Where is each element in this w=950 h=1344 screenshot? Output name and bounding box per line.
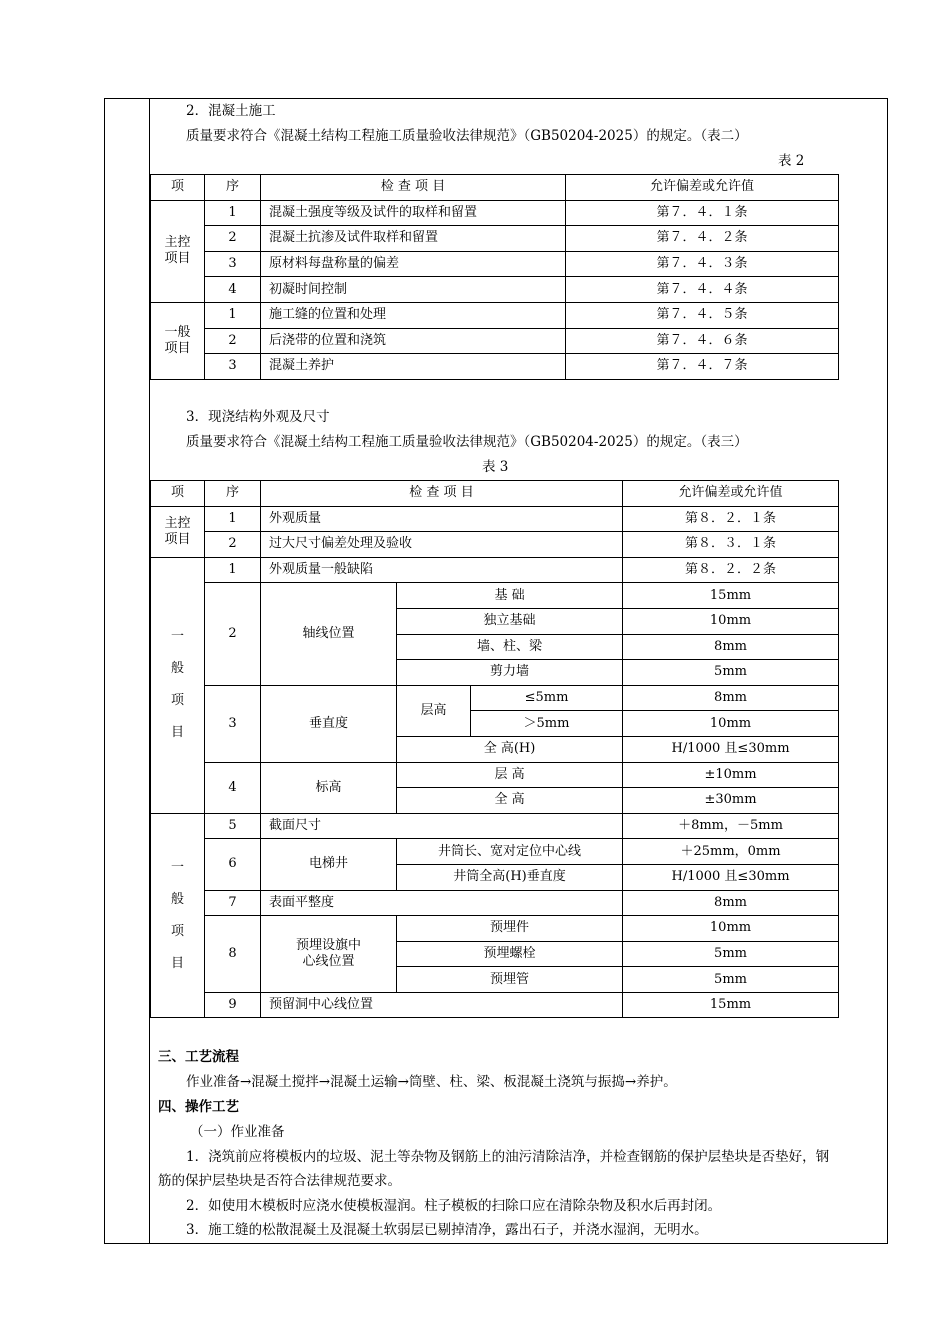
sub-item: 层 高 bbox=[397, 762, 623, 788]
paragraph-2: 2．如使用木模板时应浇水使模板湿润。柱子模板的扫除口应在清除杂物及积水后再封闭。 bbox=[186, 1198, 722, 1214]
table-row bbox=[151, 557, 839, 583]
allowed-value: H/1000 且≤30mm bbox=[623, 736, 839, 762]
check-item: 混凝土养护 bbox=[261, 354, 566, 380]
section-2-heading: 2．混凝土施工 bbox=[186, 103, 276, 119]
row-number: 1 bbox=[205, 302, 261, 328]
allowed-value: 第８．３．１条 bbox=[623, 532, 839, 558]
row-number: 3 bbox=[205, 251, 261, 277]
allowed-value: 第７．４．７条 bbox=[566, 354, 839, 380]
row-number: 2 bbox=[205, 532, 261, 558]
row-number: 8 bbox=[205, 916, 261, 993]
allowed-value: ±10mm bbox=[623, 762, 839, 788]
check-item: 混凝土强度等级及试件的取样和留置 bbox=[261, 200, 566, 226]
row-number: 4 bbox=[205, 277, 261, 303]
allowed-value: 第８．２．１条 bbox=[623, 506, 839, 532]
allowed-value: 8mm bbox=[623, 890, 839, 916]
check-item: 轴线位置 bbox=[261, 583, 397, 685]
table-row bbox=[151, 583, 839, 609]
row-number: 9 bbox=[205, 992, 261, 1018]
allowed-value: 8mm bbox=[623, 634, 839, 660]
allowed-value: H/1000 且≤30mm bbox=[623, 864, 839, 890]
allowed-value: 8mm bbox=[623, 685, 839, 711]
group-label-general bbox=[151, 302, 205, 379]
group-label-general-line-1: 一般 bbox=[164, 324, 191, 340]
row-number: 1 bbox=[205, 506, 261, 532]
check-item: 过大尺寸偏差处理及验收 bbox=[261, 532, 623, 558]
section-3-requirement: 质量要求符合《混凝土结构工程施工质量验收法律规范》（GB50204-2025）的规定。（表三） bbox=[186, 434, 748, 450]
allowed-value: 第７．４．６条 bbox=[566, 328, 839, 354]
sub-item: 全 高(H) bbox=[397, 736, 623, 762]
sub-item: 井筒全高(H)垂直度 bbox=[397, 864, 623, 890]
header-cell: 序 bbox=[205, 481, 261, 507]
row-number: 1 bbox=[205, 557, 261, 583]
allowed-value: 第７．４．３条 bbox=[566, 251, 839, 277]
paragraph-3: 3．施工缝的松散混凝土及混凝土软弱层已剔掉清净，露出石子，并浇水湿润，无明水。 bbox=[186, 1222, 708, 1238]
allowed-value: 第７．４．５条 bbox=[566, 302, 839, 328]
table-2-label: 表 2 bbox=[778, 153, 805, 169]
paragraph-1-line-1: 1．浇筑前应将模板内的垃圾、泥土等杂物及钢筋上的油污清除洁净，并检查钢筋的保护层垫块是否垫好，钢 bbox=[186, 1149, 830, 1165]
process-flow-heading: 三、工艺流程 bbox=[158, 1049, 239, 1065]
paragraph-1-line-2: 筋的保护层垫块是否符合法律规范要求。 bbox=[158, 1173, 401, 1189]
sub-item: 墙、柱、梁 bbox=[397, 634, 623, 660]
table-row bbox=[151, 839, 839, 865]
sub-item: 全 高 bbox=[397, 788, 623, 814]
embed-label-line-2: 心线位置 bbox=[302, 953, 355, 969]
table-row bbox=[151, 992, 839, 1018]
check-item: 初凝时间控制 bbox=[261, 277, 566, 303]
embed-label-line-1: 预埋设旗中 bbox=[295, 937, 361, 953]
group-label-main-line-1: 主控 bbox=[164, 515, 191, 531]
header-cell: 项 bbox=[151, 175, 205, 201]
allowed-value: 10mm bbox=[623, 711, 839, 737]
group-label-main bbox=[151, 200, 205, 302]
table-row bbox=[151, 916, 839, 942]
operations-subheading: （一）作业准备 bbox=[190, 1124, 285, 1140]
header-cell: 检 查 项 目 bbox=[261, 481, 623, 507]
group-label-main-line-2: 项目 bbox=[164, 531, 191, 547]
sub-item: 井筒长、宽对定位中心线 bbox=[397, 839, 623, 865]
allowed-value: ＋25mm，0mm bbox=[623, 839, 839, 865]
table-row bbox=[151, 762, 839, 788]
allowed-value: 10mm bbox=[623, 608, 839, 634]
group-label-general-line-2: 项目 bbox=[164, 340, 191, 356]
row-number: 1 bbox=[205, 200, 261, 226]
allowed-value: 第７．４．４条 bbox=[566, 277, 839, 303]
row-number: 5 bbox=[205, 813, 261, 839]
table-row bbox=[151, 506, 839, 532]
process-flow-text: 作业准备→混凝土搅拌→混凝土运输→筒壁、柱、梁、板混凝土浇筑与振捣→养护。 bbox=[186, 1074, 677, 1090]
table-row bbox=[151, 302, 839, 328]
header-cell: 序 bbox=[205, 175, 261, 201]
allowed-value: 10mm bbox=[623, 916, 839, 942]
row-number: 2 bbox=[205, 328, 261, 354]
table-row bbox=[151, 226, 839, 252]
check-item: 外观质量一般缺陷 bbox=[261, 557, 623, 583]
allowed-value: ＋8mm，－5mm bbox=[623, 813, 839, 839]
row-number: 7 bbox=[205, 890, 261, 916]
allowed-value: 15mm bbox=[623, 583, 839, 609]
allowed-value: 第８．２．２条 bbox=[623, 557, 839, 583]
check-item: 截面尺寸 bbox=[261, 813, 623, 839]
sub-item: 预埋螺栓 bbox=[397, 941, 623, 967]
allowed-value: 5mm bbox=[623, 660, 839, 686]
section-3-heading: 3．现浇结构外观及尺寸 bbox=[186, 409, 330, 425]
check-item: 施工缝的位置和处理 bbox=[261, 302, 566, 328]
check-item bbox=[261, 916, 397, 993]
allowed-value: 5mm bbox=[623, 941, 839, 967]
sub-item: ＞5mm bbox=[471, 711, 623, 737]
table-header-row bbox=[151, 175, 839, 201]
check-item: 垂直度 bbox=[261, 685, 397, 762]
header-cell: 允许偏差或允许值 bbox=[566, 175, 839, 201]
sub-item: 剪力墙 bbox=[397, 660, 623, 686]
row-number: 6 bbox=[205, 839, 261, 890]
check-item: 后浇带的位置和浇筑 bbox=[261, 328, 566, 354]
row-number: 3 bbox=[205, 685, 261, 762]
group-label-main bbox=[151, 506, 205, 557]
table-row bbox=[151, 685, 839, 711]
allowed-value: 第７．４．１条 bbox=[566, 200, 839, 226]
check-item: 电梯井 bbox=[261, 839, 397, 890]
check-item: 标高 bbox=[261, 762, 397, 813]
sub-item: ≤5mm bbox=[471, 685, 623, 711]
check-item: 表面平整度 bbox=[261, 890, 623, 916]
header-cell: 检 查 项 目 bbox=[261, 175, 566, 201]
group-label-general: 一 般 项 目 bbox=[151, 813, 205, 1018]
allowed-value: 5mm bbox=[623, 967, 839, 993]
sub-item: 预埋件 bbox=[397, 916, 623, 942]
group-label-main-line-1: 主控 bbox=[164, 235, 191, 251]
check-item: 混凝土抗渗及试件取样和留置 bbox=[261, 226, 566, 252]
allowed-value: ±30mm bbox=[623, 788, 839, 814]
table-row bbox=[151, 200, 839, 226]
group-label-main-line-2: 项目 bbox=[164, 251, 191, 267]
allowed-value: 15mm bbox=[623, 992, 839, 1018]
table-3-label: 表 3 bbox=[482, 459, 509, 475]
check-item: 外观质量 bbox=[261, 506, 623, 532]
table-row bbox=[151, 277, 839, 303]
sub-group-label: 层高 bbox=[397, 685, 471, 736]
table-3 bbox=[150, 480, 839, 1018]
sub-item: 独立基础 bbox=[397, 608, 623, 634]
sub-item: 基 础 bbox=[397, 583, 623, 609]
section-2-requirement: 质量要求符合《混凝土结构工程施工质量验收法律规范》（GB50204-2025）的规定。（表二） bbox=[186, 128, 748, 144]
row-number: 2 bbox=[205, 583, 261, 685]
header-cell: 项 bbox=[151, 481, 205, 507]
row-number: 3 bbox=[205, 354, 261, 380]
group-label-general: 一 般 项 目 bbox=[151, 557, 205, 813]
table-row bbox=[151, 251, 839, 277]
allowed-value: 第７．４．２条 bbox=[566, 226, 839, 252]
table-row bbox=[151, 890, 839, 916]
operations-heading: 四、操作工艺 bbox=[158, 1099, 239, 1115]
sub-item: 预埋管 bbox=[397, 967, 623, 993]
row-number: 4 bbox=[205, 762, 261, 813]
table-header-row bbox=[151, 481, 839, 507]
table-row bbox=[151, 328, 839, 354]
table-row bbox=[151, 354, 839, 380]
row-number: 2 bbox=[205, 226, 261, 252]
check-item: 预留洞中心线位置 bbox=[261, 992, 623, 1018]
table-row bbox=[151, 532, 839, 558]
header-cell: 允许偏差或允许值 bbox=[623, 481, 839, 507]
check-item: 原材料每盘称量的偏差 bbox=[261, 251, 566, 277]
table-row bbox=[151, 813, 839, 839]
table-2 bbox=[150, 174, 839, 380]
